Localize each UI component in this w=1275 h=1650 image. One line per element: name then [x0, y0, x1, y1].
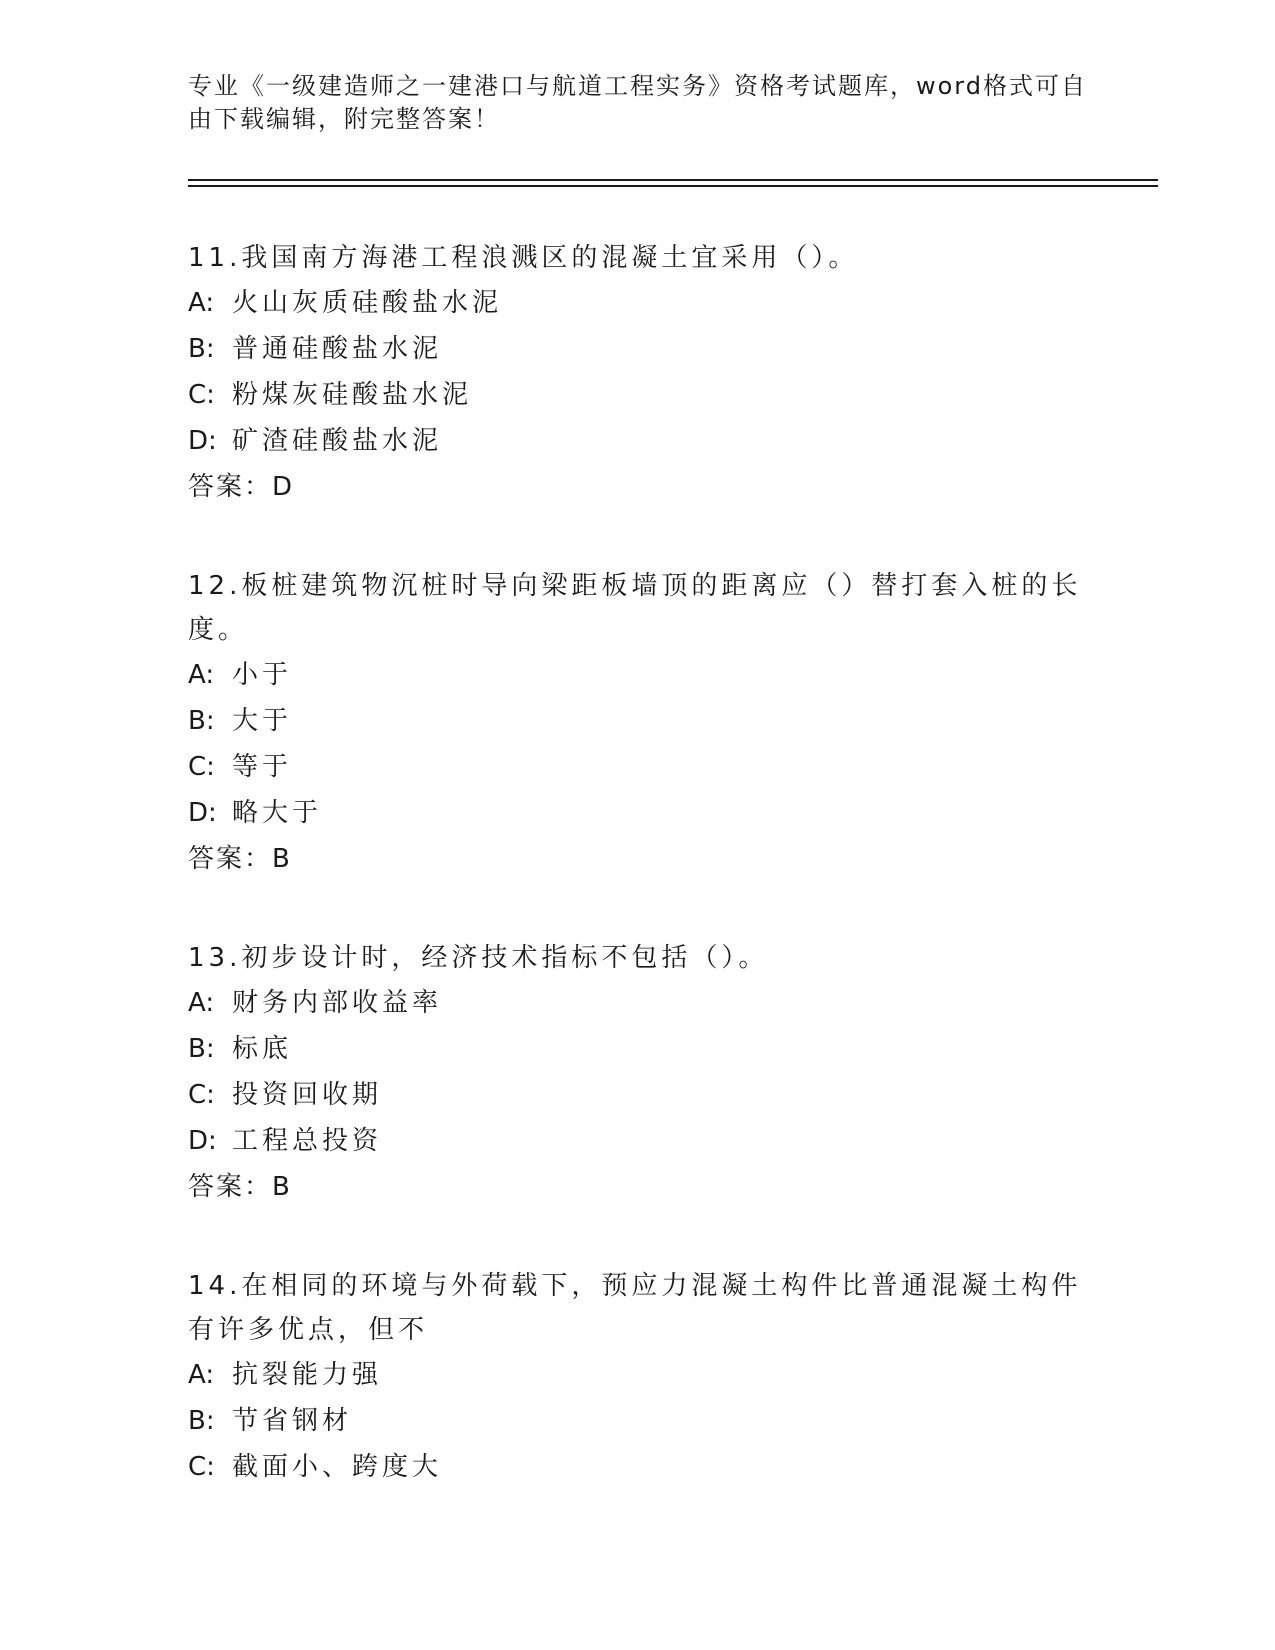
option-key: A:: [188, 1360, 215, 1390]
option-d: [188, 1118, 1088, 1164]
question-stem: 13.初步设计时，经济技术指标不包括（）。: [188, 943, 769, 973]
option-a: [188, 1352, 1088, 1398]
option-text: 粉煤灰硅酸盐水泥: [232, 380, 473, 410]
option-key: D:: [188, 1126, 217, 1156]
option-key: A:: [188, 288, 215, 318]
option-text: 抗裂能力强: [232, 1360, 383, 1390]
option-text: 工程总投资: [232, 1126, 383, 1156]
option-key: B:: [188, 1034, 215, 1064]
option-text: 大于: [232, 706, 293, 736]
option-key: C:: [188, 1452, 215, 1482]
header-rule-top: [188, 179, 1158, 181]
option-b: [188, 1026, 1088, 1072]
option-text: 等于: [232, 752, 293, 782]
answer: 答案：B: [188, 844, 292, 874]
question-14: [188, 1264, 1088, 1490]
option-key: A:: [188, 988, 215, 1018]
option-key: D:: [188, 798, 217, 828]
question-11: [188, 236, 1088, 510]
option-key: B:: [188, 1406, 215, 1436]
option-a: [188, 652, 1088, 698]
option-text: 矿渣硅酸盐水泥: [232, 426, 443, 456]
option-text: 投资回收期: [232, 1080, 383, 1110]
option-d: [188, 790, 1088, 836]
option-text: 小于: [232, 660, 293, 690]
option-d: [188, 418, 1088, 464]
option-key: B:: [188, 334, 215, 364]
option-c: [188, 1444, 1088, 1490]
option-text: 标底: [232, 1034, 293, 1064]
option-key: C:: [188, 1080, 215, 1110]
option-text: 略大于: [232, 798, 323, 828]
option-a: [188, 980, 1088, 1026]
option-text: 节省钢材: [232, 1406, 353, 1436]
header-rule-bottom: [188, 185, 1158, 187]
option-key: C:: [188, 752, 215, 782]
option-key: A:: [188, 660, 215, 690]
question-list: [188, 236, 1088, 1544]
question-13: [188, 936, 1088, 1210]
option-key: D:: [188, 426, 217, 456]
option-key: C:: [188, 380, 215, 410]
option-text: 截面小、跨度大: [232, 1452, 443, 1482]
document-header: 专业《一级建造师之一建港口与航道工程实务》资格考试题库，word格式可自由下载编辑，附完整答案！: [188, 72, 1087, 133]
option-text: 财务内部收益率: [232, 988, 443, 1018]
option-b: [188, 698, 1088, 744]
question-12: [188, 564, 1088, 882]
option-c: [188, 1072, 1088, 1118]
option-key: B:: [188, 706, 215, 736]
option-c: [188, 744, 1088, 790]
option-b: [188, 1398, 1088, 1444]
answer: 答案：D: [188, 472, 295, 502]
option-text: 火山灰质硅酸盐水泥: [232, 288, 503, 318]
option-text: 普通硅酸盐水泥: [232, 334, 443, 364]
question-stem: 12.板桩建筑物沉桩时导向梁距板墙顶的距离应（）替打套入桩的长度。: [188, 571, 1082, 645]
question-stem: 14.在相同的环境与外荷载下，预应力混凝土构件比普通混凝土构件有许多优点，但不: [188, 1271, 1082, 1345]
question-stem: 11.我国南方海港工程浪溅区的混凝土宜采用（）。: [188, 243, 859, 273]
option-b: [188, 326, 1088, 372]
answer: 答案：B: [188, 1172, 292, 1202]
option-a: [188, 280, 1088, 326]
option-c: [188, 372, 1088, 418]
